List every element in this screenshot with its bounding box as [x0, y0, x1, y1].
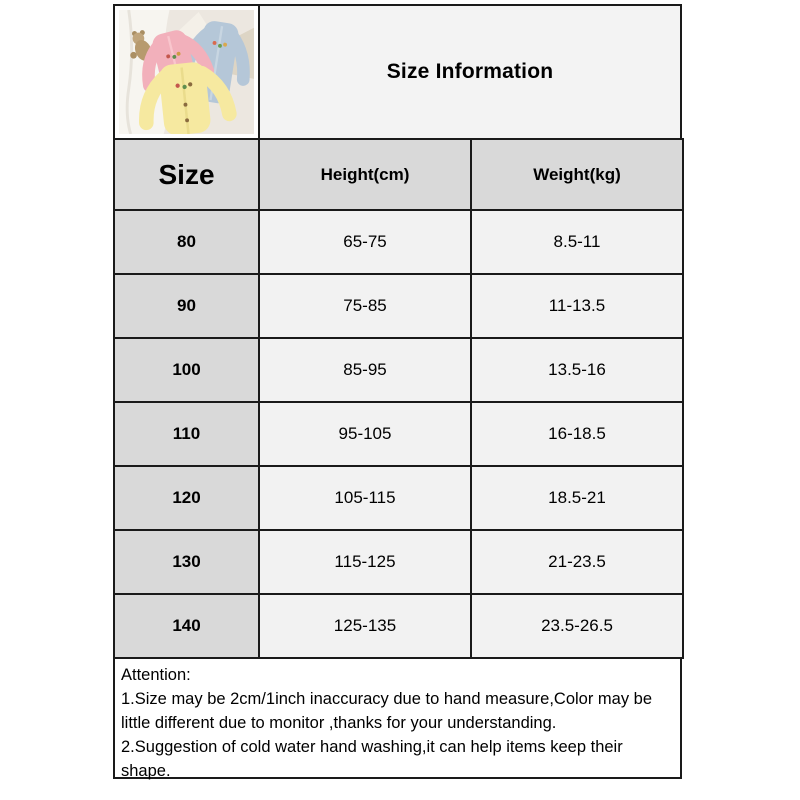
cell-weight: 13.5-16: [471, 338, 683, 402]
cell-weight: 18.5-21: [471, 466, 683, 530]
table-row: [114, 594, 683, 658]
cell-height: 95-105: [259, 402, 471, 466]
size-info-sheet: [113, 4, 682, 779]
cell-height: 115-125: [259, 530, 471, 594]
table-row: [114, 274, 683, 338]
cell-weight: 21-23.5: [471, 530, 683, 594]
cell-size: 90: [114, 274, 259, 338]
attention-box: [113, 657, 682, 779]
table-row: [114, 338, 683, 402]
cell-weight: 16-18.5: [471, 402, 683, 466]
cell-height: 65-75: [259, 210, 471, 274]
cell-weight: 11-13.5: [471, 274, 683, 338]
cell-height: 105-115: [259, 466, 471, 530]
table-row: [114, 402, 683, 466]
cell-size: 110: [114, 402, 259, 466]
attention-title: Attention:: [121, 666, 191, 684]
cell-size: 140: [114, 594, 259, 658]
column-header-height: Height(cm): [259, 139, 471, 210]
cell-height: 75-85: [259, 274, 471, 338]
page-title: Size Information: [260, 6, 680, 138]
column-header-size: Size: [114, 139, 259, 210]
size-table: [113, 138, 684, 659]
product-photo: [119, 10, 254, 134]
table-row: [114, 466, 683, 530]
table-row: [114, 210, 683, 274]
cell-size: 100: [114, 338, 259, 402]
cell-weight: 23.5-26.5: [471, 594, 683, 658]
attention-note: 2.Suggestion of cold water hand washing,it can help items keep their shape.: [121, 738, 623, 780]
header-row: [113, 4, 682, 140]
cell-size: 120: [114, 466, 259, 530]
cell-size: 80: [114, 210, 259, 274]
cell-weight: 8.5-11: [471, 210, 683, 274]
attention-note: 1.Size may be 2cm/1inch inaccuracy due to hand measure,Color may be little different due to monitor ,thanks for your understanding.: [121, 690, 653, 732]
table-header-row: [114, 139, 683, 210]
cell-height: 85-95: [259, 338, 471, 402]
product-photo-cell: [115, 6, 260, 138]
cell-height: 125-135: [259, 594, 471, 658]
cell-size: 130: [114, 530, 259, 594]
column-header-weight: Weight(kg): [471, 139, 683, 210]
table-row: [114, 530, 683, 594]
